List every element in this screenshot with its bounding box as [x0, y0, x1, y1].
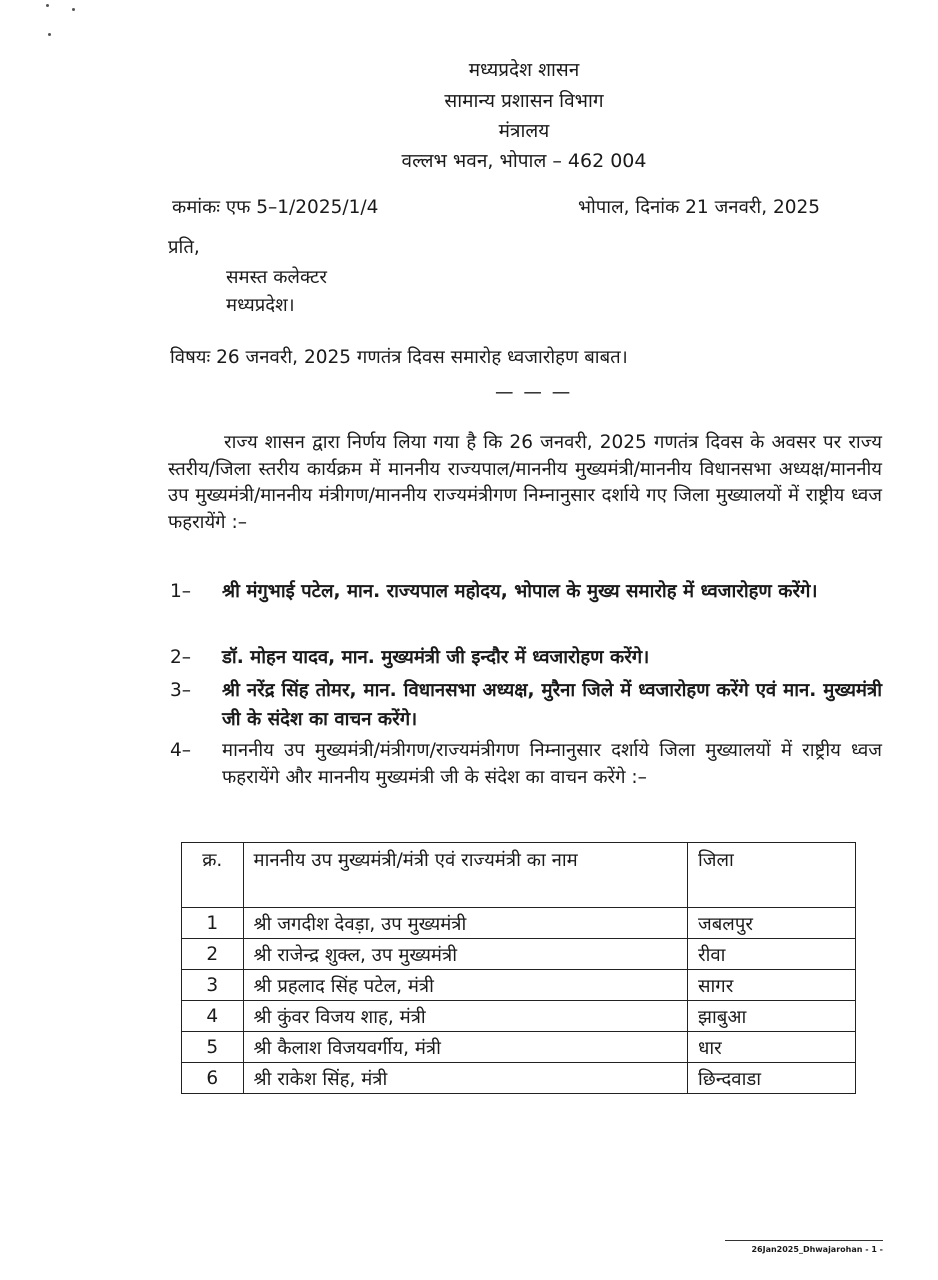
table-row: [182, 1063, 856, 1094]
table-row: [182, 1001, 856, 1032]
table-row: [182, 970, 856, 1001]
recipient-prefix: प्रति,: [168, 237, 200, 258]
cell-minister: श्री राजेन्द्र शुक्ल, उप मुख्यमंत्री: [243, 939, 687, 970]
header-address: वल्लभ भवन, भोपाल – 462 004: [401, 150, 647, 172]
cell-serial: 1: [182, 908, 244, 939]
header-department: सामान्य प्रशासन विभाग: [444, 90, 604, 112]
item-4-text: माननीय उप मुख्यमंत्री/मंत्रीगण/राज्यमंत्रीगण निम्नानुसार दर्शाये जिला मुख्यालयों में राष्ट्रीय ध्वज फहरायेंगे और माननीय मुख्यमंत्री जी के संदेश का वाचन करेंगे :–: [222, 740, 882, 788]
item-2-text: डॉ. मोहन यादव, मान. मुख्यमंत्री जी इन्दौर में ध्वजारोहण करेंगे।: [222, 647, 650, 668]
scan-speck: [46, 4, 49, 7]
item-3-text: श्री नरेंद्र सिंह तोमर, मान. विधानसभा अध्यक्ष, मुरैना जिले में ध्वजारोहण करेंगे एवं मान. मुख्यमंत्री जी के संदेश का वाचन करेंगे।: [222, 680, 882, 730]
header-minister-name: माननीय उप मुख्यमंत्री/मंत्री एवं राज्यमंत्री का नाम: [243, 843, 687, 908]
cell-minister: श्री कैलाश विजयवर्गीय, मंत्री: [243, 1032, 687, 1063]
header-government: मध्यप्रदेश शासन: [468, 59, 580, 81]
cell-minister: श्री प्रहलाद सिंह पटेल, मंत्री: [243, 970, 687, 1001]
cell-district: झाबुआ: [688, 1001, 856, 1032]
letter-date: भोपाल, दिनांक 21 जनवरी, 2025: [578, 197, 821, 218]
subject-line: विषयः 26 जनवरी, 2025 गणतंत्र दिवस समारोह ध्वजारोहण बाबत।: [170, 347, 628, 368]
cell-district: धार: [688, 1032, 856, 1063]
table-row: [182, 939, 856, 970]
item-1-text: श्री मंगुभाई पटेल, मान. राज्यपाल महोदय, भोपाल के मुख्य समारोह में ध्वजारोहण करेंगे।: [222, 581, 818, 602]
item-4-number: 4–: [170, 740, 192, 761]
cell-serial: 6: [182, 1063, 244, 1094]
table-row: [182, 908, 856, 939]
cell-district: सागर: [688, 970, 856, 1001]
table-row: [182, 1032, 856, 1063]
header-district: जिला: [688, 843, 856, 908]
cell-minister: श्री जगदीश देवड़ा, उप मुख्यमंत्री: [243, 908, 687, 939]
header-serial: क्र.: [182, 843, 244, 908]
recipient-line-2: मध्यप्रदेश।: [226, 295, 295, 316]
ministers-district-table: [181, 842, 856, 1094]
recipient-line-1: समस्त कलेक्टर: [226, 267, 327, 288]
cell-serial: 3: [182, 970, 244, 1001]
item-2-number: 2–: [170, 647, 192, 668]
cell-district: छिन्दवाडा: [688, 1063, 856, 1094]
separator: — — —: [495, 382, 573, 403]
cell-minister: श्री कुंवर विजय शाह, मंत्री: [243, 1001, 687, 1032]
cell-serial: 2: [182, 939, 244, 970]
cell-district: जबलपुर: [688, 908, 856, 939]
item-3-number: 3–: [170, 680, 192, 701]
cell-district: रीवा: [688, 939, 856, 970]
cell-minister: श्री राकेश सिंह, मंत्री: [243, 1063, 687, 1094]
table-header-row: [182, 843, 856, 908]
scan-speck: [48, 33, 51, 36]
scan-speck: [72, 8, 75, 11]
reference-number: कमांकः एफ 5–1/2025/1/4: [172, 197, 379, 218]
cell-serial: 5: [182, 1032, 244, 1063]
item-1-number: 1–: [170, 581, 192, 602]
intro-paragraph: राज्य शासन द्वारा निर्णय लिया गया है कि 26 जनवरी, 2025 गणतंत्र दिवस के अवसर पर राज्य स्तरीय/जिला स्तरीय कार्यक्रम में माननीय राज्यपाल/माननीय मुख्यमंत्री/माननीय विधानसभा अध्यक्ष/माननीय उप मुख्यमंत्री/माननीय मंत्रीगण/माननीय राज्यमंत्रीगण निम्नानुसार दर्शाये गए जिला मुख्यालयों में राष्ट्रीय ध्वज फहरायेंगे :–: [168, 432, 882, 533]
header-ministry: मंत्रालय: [498, 120, 550, 142]
cell-serial: 4: [182, 1001, 244, 1032]
page-footer: 26Jan2025_Dhwajarohan - 1 -: [725, 1240, 883, 1254]
